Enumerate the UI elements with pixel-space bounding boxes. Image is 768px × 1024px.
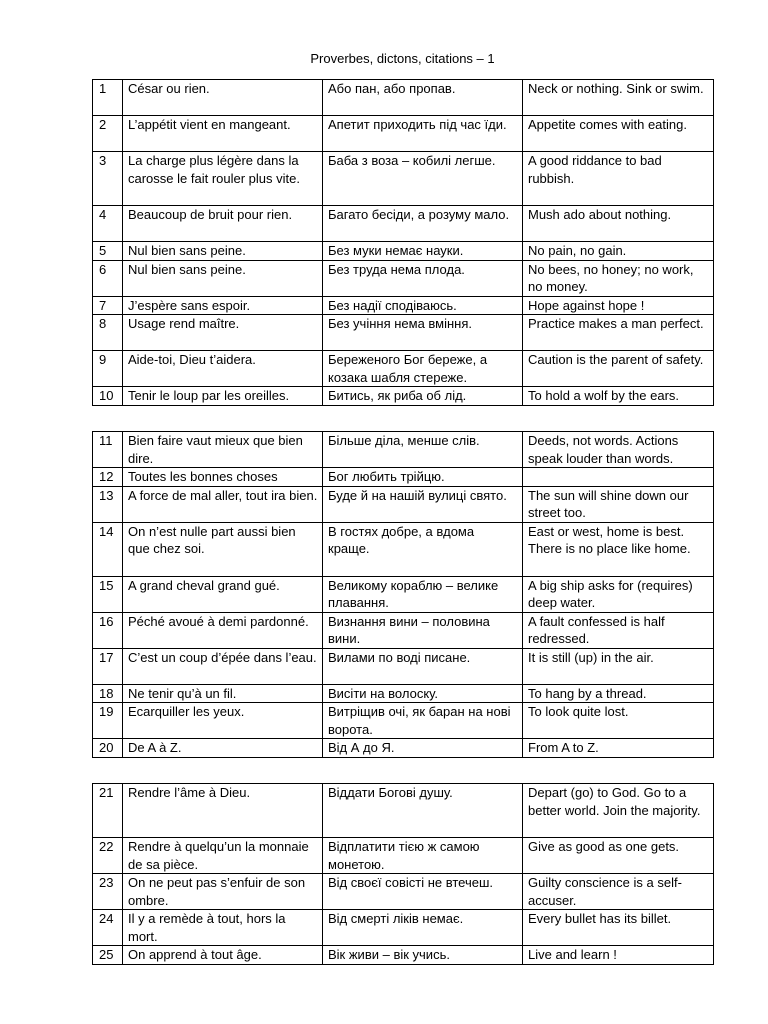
- english-proverb: It is still (up) in the air.: [523, 648, 714, 684]
- french-proverb: Rendre à quelqu’un la monnaie de sa pièce.: [123, 838, 323, 874]
- table-row: [93, 152, 714, 206]
- table-row: [93, 576, 714, 612]
- french-proverb: Nul bien sans peine.: [123, 242, 323, 261]
- english-proverb: Mush ado about nothing.: [523, 206, 714, 242]
- french-proverb: Toutes les bonnes choses: [123, 468, 323, 487]
- french-proverb: On apprend à tout âge.: [123, 946, 323, 965]
- english-proverb: Practice makes a man perfect.: [523, 315, 714, 351]
- table-row: [93, 80, 714, 116]
- english-proverb: [523, 468, 714, 487]
- ukrainian-proverb: Без надії сподіваюсь.: [323, 296, 523, 315]
- table-row: [93, 838, 714, 874]
- row-number: 8: [93, 315, 123, 351]
- english-proverb: East or west, home is best. There is no place like home.: [523, 522, 714, 576]
- ukrainian-proverb: В гостях добре, а вдома краще.: [323, 522, 523, 576]
- english-proverb: To look quite lost.: [523, 703, 714, 739]
- english-proverb: Deeds, not words. Actions speak louder than words.: [523, 432, 714, 468]
- ukrainian-proverb: Вилами по воді писане.: [323, 648, 523, 684]
- french-proverb: J’espère sans espoir.: [123, 296, 323, 315]
- row-number: 9: [93, 351, 123, 387]
- row-number: 4: [93, 206, 123, 242]
- french-proverb: Bien faire vaut mieux que bien dire.: [123, 432, 323, 468]
- row-number: 20: [93, 739, 123, 758]
- french-proverb: La charge plus légère dans la carosse le fait rouler plus vite.: [123, 152, 323, 206]
- table-row: [93, 612, 714, 648]
- ukrainian-proverb: Від своєї совісті не втечеш.: [323, 874, 523, 910]
- ukrainian-proverb: Береженого Бог береже, а козака шабля стереже.: [323, 351, 523, 387]
- english-proverb: From A to Z.: [523, 739, 714, 758]
- ukrainian-proverb: Без учіння нема вміння.: [323, 315, 523, 351]
- proverb-table-2: [92, 431, 714, 758]
- french-proverb: César ou rien.: [123, 80, 323, 116]
- french-proverb: De A à Z.: [123, 739, 323, 758]
- french-proverb: L’appétit vient en mangeant.: [123, 116, 323, 152]
- ukrainian-proverb: Від смерті ліків немає.: [323, 910, 523, 946]
- row-number: 1: [93, 80, 123, 116]
- table-row: [93, 648, 714, 684]
- table-row: [93, 206, 714, 242]
- table-row: [93, 242, 714, 261]
- table-row: [93, 387, 714, 406]
- row-number: 2: [93, 116, 123, 152]
- ukrainian-proverb: Апетит приходить під час їди.: [323, 116, 523, 152]
- ukrainian-proverb: Висіти на волоску.: [323, 684, 523, 703]
- english-proverb: Hope against hope !: [523, 296, 714, 315]
- table-row: [93, 522, 714, 576]
- english-proverb: To hold a wolf by the ears.: [523, 387, 714, 406]
- english-proverb: Live and learn !: [523, 946, 714, 965]
- proverb-table-1: [92, 79, 714, 406]
- ukrainian-proverb: Без труда нема плода.: [323, 260, 523, 296]
- ukrainian-proverb: Баба з воза – кобилі легше.: [323, 152, 523, 206]
- ukrainian-proverb: Або пан, або пропав.: [323, 80, 523, 116]
- english-proverb: Neck or nothing. Sink or swim.: [523, 80, 714, 116]
- table-row: [93, 296, 714, 315]
- ukrainian-proverb: Великому кораблю – велике плавання.: [323, 576, 523, 612]
- page-title: Proverbes, dictons, citations – 1: [310, 51, 495, 66]
- english-proverb: Guilty conscience is a self-accuser.: [523, 874, 714, 910]
- ukrainian-proverb: Визнання вини – половина вини.: [323, 612, 523, 648]
- row-number: 22: [93, 838, 123, 874]
- french-proverb: Tenir le loup par les oreilles.: [123, 387, 323, 406]
- row-number: 11: [93, 432, 123, 468]
- row-number: 10: [93, 387, 123, 406]
- french-proverb: A grand cheval grand gué.: [123, 576, 323, 612]
- table-row: [93, 784, 714, 838]
- row-number: 19: [93, 703, 123, 739]
- row-number: 24: [93, 910, 123, 946]
- french-proverb: Aide-toi, Dieu t’aidera.: [123, 351, 323, 387]
- french-proverb: Beaucoup de bruit pour rien.: [123, 206, 323, 242]
- table-row: [93, 910, 714, 946]
- proverb-table-3: [92, 783, 714, 965]
- ukrainian-proverb: Битись, як риба об лід.: [323, 387, 523, 406]
- table-row: [93, 260, 714, 296]
- english-proverb: A good riddance to bad rubbish.: [523, 152, 714, 206]
- row-number: 21: [93, 784, 123, 838]
- table-row: [93, 486, 714, 522]
- french-proverb: C’est un coup d’épée dans l’eau.: [123, 648, 323, 684]
- ukrainian-proverb: Віддати Богові душу.: [323, 784, 523, 838]
- row-number: 7: [93, 296, 123, 315]
- french-proverb: On n’est nulle part aussi bien que chez soi.: [123, 522, 323, 576]
- table-row: [93, 703, 714, 739]
- french-proverb: Rendre l’âme à Dieu.: [123, 784, 323, 838]
- english-proverb: The sun will shine down our street too.: [523, 486, 714, 522]
- english-proverb: A big ship asks for (requires) deep water.: [523, 576, 714, 612]
- table-row: [93, 315, 714, 351]
- french-proverb: On ne peut pas s’enfuir de son ombre.: [123, 874, 323, 910]
- table-row: [93, 116, 714, 152]
- ukrainian-proverb: Витріщив очі, як баран на нові ворота.: [323, 703, 523, 739]
- ukrainian-proverb: Відплатити тією ж самою монетою.: [323, 838, 523, 874]
- ukrainian-proverb: Більше діла, менше слів.: [323, 432, 523, 468]
- row-number: 14: [93, 522, 123, 576]
- french-proverb: Nul bien sans peine.: [123, 260, 323, 296]
- ukrainian-proverb: Буде й на нашій вулиці свято.: [323, 486, 523, 522]
- english-proverb: No pain, no gain.: [523, 242, 714, 261]
- row-number: 17: [93, 648, 123, 684]
- table-row: [93, 468, 714, 487]
- table-row: [93, 739, 714, 758]
- english-proverb: Depart (go) to God. Go to a better world. Join the majority.: [523, 784, 714, 838]
- french-proverb: A force de mal aller, tout ira bien.: [123, 486, 323, 522]
- ukrainian-proverb: Вік живи – вік учись.: [323, 946, 523, 965]
- row-number: 18: [93, 684, 123, 703]
- table-row: [93, 874, 714, 910]
- ukrainian-proverb: Без муки немає науки.: [323, 242, 523, 261]
- row-number: 16: [93, 612, 123, 648]
- ukrainian-proverb: Від А до Я.: [323, 739, 523, 758]
- french-proverb: Usage rend maître.: [123, 315, 323, 351]
- french-proverb: Il y a remède à tout, hors la mort.: [123, 910, 323, 946]
- french-proverb: Péché avoué à demi pardonné.: [123, 612, 323, 648]
- english-proverb: Caution is the parent of safety.: [523, 351, 714, 387]
- row-number: 12: [93, 468, 123, 487]
- french-proverb: Ecarquiller les yeux.: [123, 703, 323, 739]
- table-row: [93, 351, 714, 387]
- ukrainian-proverb: Багато бесіди, а розуму мало.: [323, 206, 523, 242]
- row-number: 25: [93, 946, 123, 965]
- french-proverb: Ne tenir qu’à un fil.: [123, 684, 323, 703]
- english-proverb: No bees, no honey; no work, no money.: [523, 260, 714, 296]
- english-proverb: Give as good as one gets.: [523, 838, 714, 874]
- row-number: 3: [93, 152, 123, 206]
- english-proverb: A fault confessed is half redressed.: [523, 612, 714, 648]
- table-row: [93, 432, 714, 468]
- row-number: 5: [93, 242, 123, 261]
- row-number: 15: [93, 576, 123, 612]
- english-proverb: To hang by a thread.: [523, 684, 714, 703]
- table-row: [93, 946, 714, 965]
- row-number: 23: [93, 874, 123, 910]
- english-proverb: Appetite comes with eating.: [523, 116, 714, 152]
- english-proverb: Every bullet has its billet.: [523, 910, 714, 946]
- row-number: 13: [93, 486, 123, 522]
- table-row: [93, 684, 714, 703]
- ukrainian-proverb: Бог любить трійцю.: [323, 468, 523, 487]
- row-number: 6: [93, 260, 123, 296]
